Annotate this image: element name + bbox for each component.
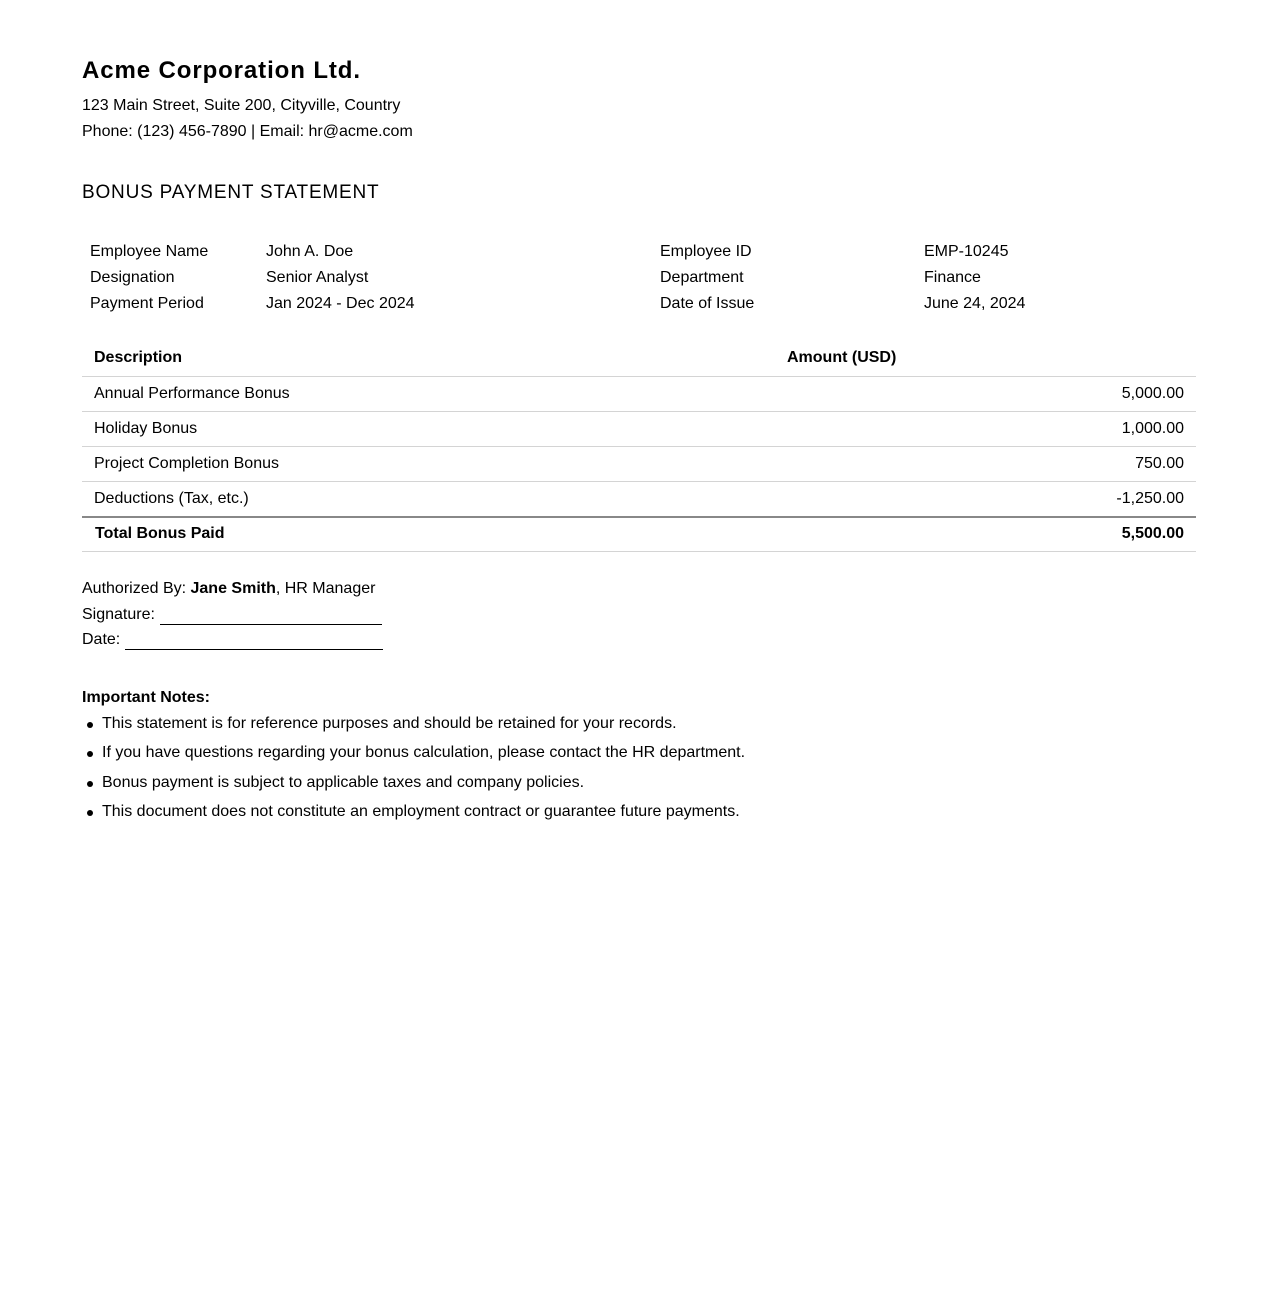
- authorized-by-line: [82, 579, 375, 599]
- note-text: If you have questions regarding your bonus calculation, please contact the HR department.: [102, 744, 746, 761]
- notes-title: Important Notes:: [82, 689, 210, 706]
- row-description: Project Completion Bonus: [94, 455, 279, 472]
- row-amount: -1,250.00: [1116, 490, 1184, 507]
- table-row: [82, 412, 1196, 447]
- row-amount: 1,000.00: [1121, 420, 1184, 437]
- authorized-by-prefix: Authorized By:: [82, 580, 191, 597]
- employee-name-label: Employee Name: [90, 243, 209, 260]
- department-label: Department: [660, 269, 744, 286]
- row-description: Holiday Bonus: [94, 420, 198, 437]
- total-label: Total Bonus Paid: [95, 525, 225, 542]
- bullet-icon: [87, 751, 93, 757]
- designation-label: Designation: [90, 269, 175, 286]
- designation-value: Senior Analyst: [266, 269, 369, 286]
- date-of-issue-value: June 24, 2024: [924, 295, 1026, 312]
- total-amount: 5,500.00: [1121, 525, 1184, 542]
- row-description: Annual Performance Bonus: [94, 385, 290, 402]
- company-address: 123 Main Street, Suite 200, Cityville, Country: [82, 97, 401, 114]
- employee-id-label: Employee ID: [660, 243, 752, 260]
- date-label: Date:: [82, 631, 121, 648]
- table-row: [82, 482, 1196, 517]
- authorizer-name: Jane Smith: [190, 580, 276, 597]
- company-name: Acme Corporation Ltd.: [82, 57, 361, 84]
- bullet-icon: [87, 722, 93, 728]
- bullet-icon: [87, 810, 93, 816]
- table-row: [82, 377, 1196, 412]
- table-row: [82, 447, 1196, 482]
- date-line: [82, 630, 383, 650]
- payment-period-label: Payment Period: [90, 295, 204, 312]
- amount-column-header: Amount (USD): [787, 349, 897, 366]
- department-value: Finance: [924, 269, 981, 286]
- employee-name-value: John A. Doe: [266, 243, 354, 260]
- date-of-issue-label: Date of Issue: [660, 295, 755, 312]
- bullet-icon: [87, 781, 93, 787]
- document-title: BONUS PAYMENT STATEMENT: [82, 182, 380, 203]
- description-column-header: Description: [94, 349, 183, 366]
- signature-rule: [160, 608, 382, 625]
- employee-id-value: EMP-10245: [924, 243, 1009, 260]
- note-text: This statement is for reference purposes and should be retained for your records.: [102, 715, 677, 732]
- signature-label: Signature:: [82, 606, 155, 623]
- date-rule: [125, 633, 383, 650]
- total-row: [82, 516, 1196, 552]
- authorizer-title: , HR Manager: [275, 580, 376, 597]
- payment-period-value: Jan 2024 - Dec 2024: [266, 295, 415, 312]
- company-contact: Phone: (123) 456-7890 | Email: hr@acme.com: [82, 123, 413, 140]
- signature-line: [82, 605, 382, 625]
- row-amount: 750.00: [1135, 455, 1184, 472]
- note-text: This document does not constitute an employment contract or guarantee future payments.: [102, 803, 740, 820]
- row-description: Deductions (Tax, etc.): [94, 490, 249, 507]
- row-amount: 5,000.00: [1121, 385, 1184, 402]
- note-text: Bonus payment is subject to applicable taxes and company policies.: [102, 774, 585, 791]
